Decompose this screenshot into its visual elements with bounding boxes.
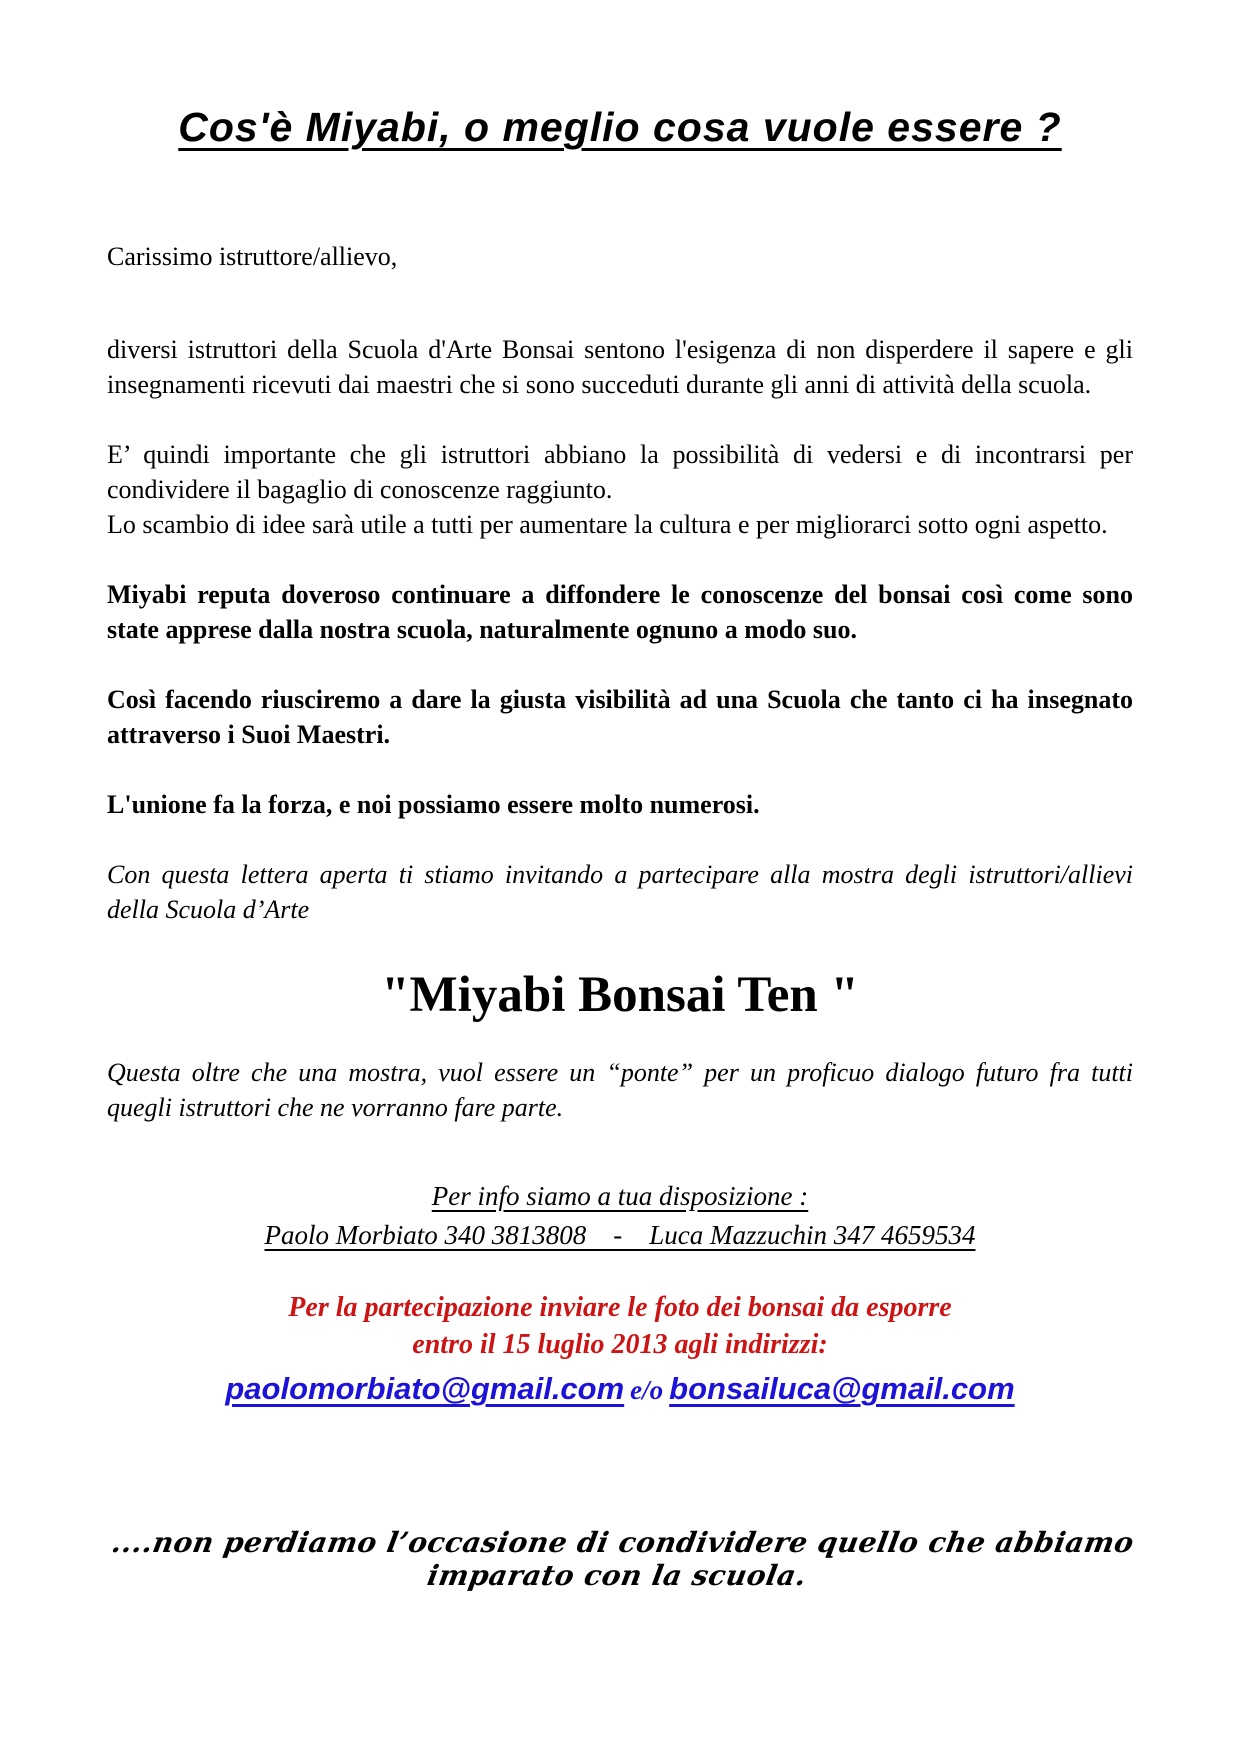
closing-script-line: ....non perdiamo l’occasione di condividere quello che abbiamo imparato con la scuola. <box>109 1526 1137 1592</box>
paragraph-bold-miyabi: Miyabi reputa doveroso continuare a diffondere le conoscenze del bonsai così come sono state apprese dalla nostra scuola, naturalmente ognuno a modo suo. <box>107 580 1133 644</box>
exhibition-title: "Miyabi Bonsai Ten " <box>381 967 859 1023</box>
email-separator: e/o <box>630 1375 664 1405</box>
paragraph-bold-union: L'unione fa la forza, e noi possiamo essere molto numerosi. <box>107 790 760 819</box>
participation-line-2: entro il 15 luglio 2013 agli indirizzi: <box>412 1329 828 1360</box>
email-link-luca[interactable]: bonsailuca@gmail.com <box>669 1371 1015 1406</box>
info-block <box>107 1177 1133 1255</box>
contacts-line: Paolo Morbiato 340 3813808 - Luca Mazzuchin 347 4659534 <box>264 1220 976 1250</box>
salutation: Carissimo istruttore/allievo, <box>107 242 398 271</box>
email-link-paolo[interactable]: paolomorbiato@gmail.com <box>225 1371 625 1406</box>
paragraph-importance: E’ quindi importante che gli istruttori abbiano la possibilità di vedersi e di incontrarsi per condividere il bagaglio di conoscenze raggiunto. <box>107 440 1133 504</box>
participation-block <box>107 1289 1133 1414</box>
email-line <box>107 1366 1133 1414</box>
participation-line-1: Per la partecipazione inviare le foto dei bonsai da esporre <box>288 1292 952 1323</box>
paragraph-bold-visibility: Così facendo riusciremo a dare la giusta visibilità ad una Scuola che tanto ci ha insegnato attraverso i Suoi Maestri. <box>107 685 1133 749</box>
paragraph-bridge: Questa oltre che una mostra, vuol essere un “ponte” per un proficuo dialogo futuro fra tutti quegli istruttori che ne vorranno fare parte. <box>107 1058 1133 1122</box>
info-heading: Per info siamo a tua disposizione : <box>431 1181 809 1211</box>
paragraph-exchange: Lo scambio di idee sarà utile a tutti per aumentare la cultura e per migliorarci sotto ogni aspetto. <box>107 510 1108 539</box>
paragraph-invitation: Con questa lettera aperta ti stiamo invitando a partecipare alla mostra degli istruttori/allievi della Scuola d’Arte <box>107 860 1133 924</box>
document-title: Cos'è Miyabi, o meglio cosa vuole essere ? <box>178 104 1062 150</box>
paragraph-intro: diversi istruttori della Scuola d'Arte Bonsai sentono l'esigenza di non disperdere il sapere e gli insegnamenti ricevuti dai maestri che si sono succeduti durante gli anni di attività della scuola. <box>107 335 1133 399</box>
